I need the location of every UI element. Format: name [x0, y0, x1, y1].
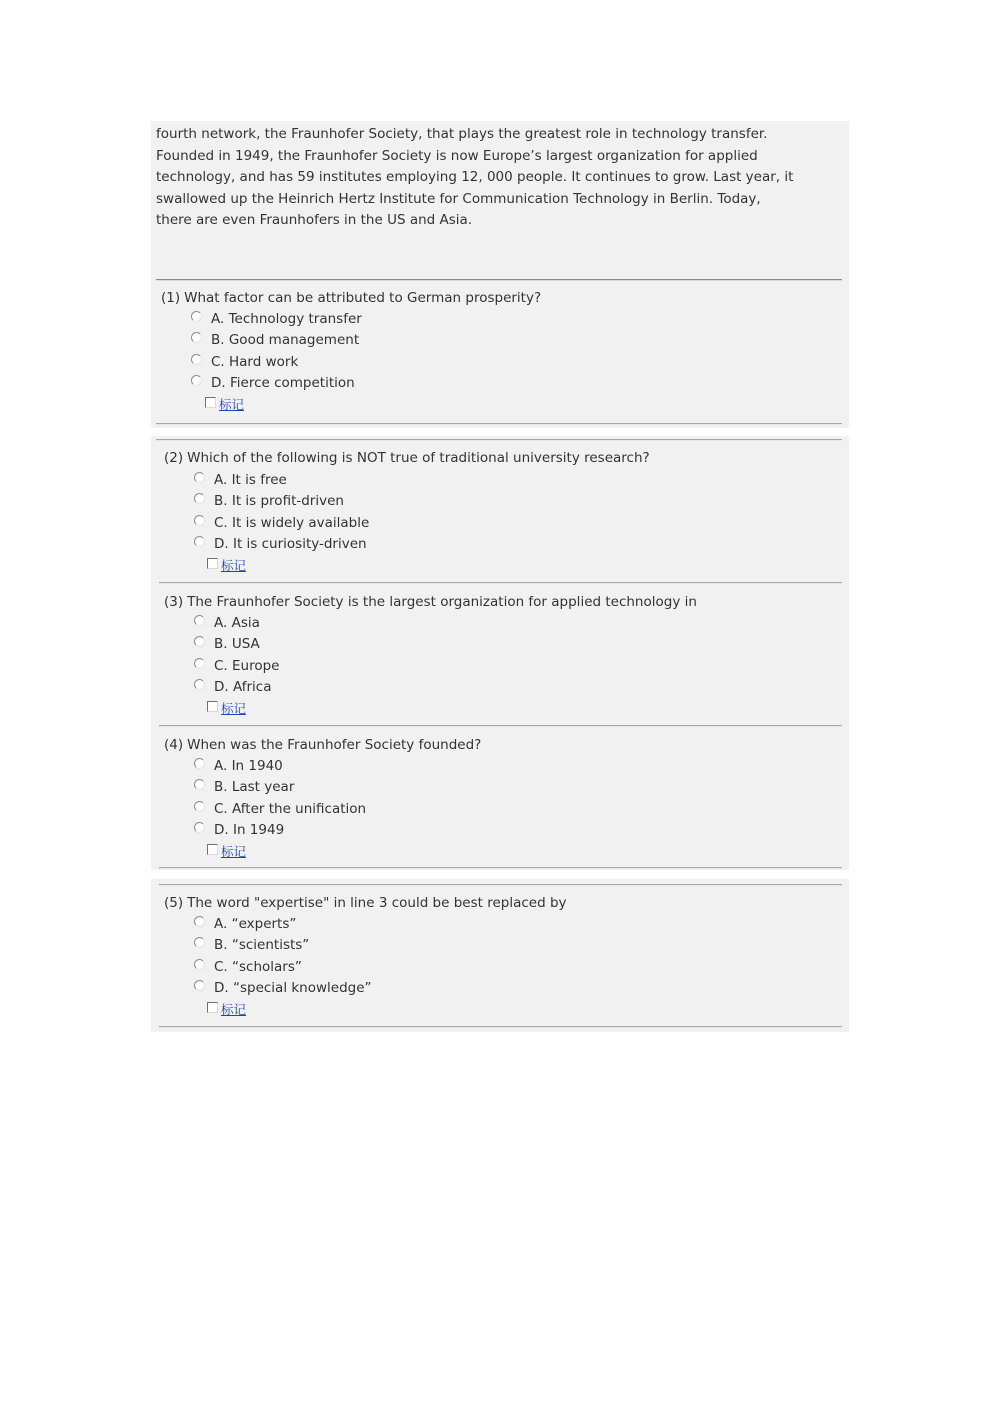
radio-button[interactable] — [194, 779, 205, 790]
radio-button[interactable] — [194, 937, 205, 948]
question-prompt: When was the Fraunhofer Society founded? — [187, 737, 482, 753]
divider — [156, 439, 842, 441]
mark-checkbox[interactable] — [205, 397, 216, 408]
radio-button[interactable] — [194, 658, 205, 669]
radio-button[interactable] — [194, 980, 205, 991]
question-text — [164, 448, 650, 468]
radio-button[interactable] — [194, 822, 205, 833]
question-text — [161, 288, 541, 308]
option-label: A. Asia — [214, 615, 260, 631]
divider — [156, 423, 842, 425]
divider — [159, 725, 842, 727]
question-number: (4) — [164, 737, 184, 753]
mark-checkbox[interactable] — [207, 844, 218, 855]
radio-button[interactable] — [194, 536, 205, 547]
passage-line: technology, and has 59 institutes employing 12, 000 people. It continues to grow. Last year, it — [156, 169, 794, 185]
radio-button[interactable] — [194, 679, 205, 690]
option-label: C. It is widely available — [214, 515, 370, 531]
option-label: B. USA — [214, 636, 260, 652]
option-label: B. “scientists” — [214, 937, 310, 953]
option-label: C. Europe — [214, 658, 280, 674]
radio-button[interactable] — [194, 959, 205, 970]
question-text — [164, 592, 697, 612]
question-number: (1) — [161, 290, 181, 306]
question-prompt: Which of the following is NOT true of traditional university research? — [187, 450, 650, 466]
mark-link[interactable]: 标记 — [219, 397, 245, 412]
divider — [159, 867, 842, 869]
option-label: D. Africa — [214, 679, 272, 695]
option-label: B. Last year — [214, 779, 295, 795]
option-label: C. Hard work — [211, 354, 299, 370]
radio-button[interactable] — [194, 636, 205, 647]
option-label: A. “experts” — [214, 916, 297, 932]
mark-link[interactable]: 标记 — [221, 701, 247, 716]
passage-line: swallowed up the Heinrich Hertz Institute for Communication Technology in Berlin. Today, — [156, 190, 761, 207]
option-label: A. In 1940 — [214, 758, 283, 774]
question-prompt: The word "expertise" in line 3 could be best replaced by — [187, 895, 567, 911]
divider — [156, 279, 842, 281]
passage-panel — [151, 121, 849, 428]
radio-button[interactable] — [194, 758, 205, 769]
divider — [159, 1026, 842, 1028]
mark-link[interactable]: 标记 — [221, 844, 247, 859]
option-label: B. Good management — [211, 332, 360, 348]
option-label: B. It is profit-driven — [214, 493, 344, 509]
mark-link[interactable]: 标记 — [221, 1002, 247, 1017]
mark-checkbox[interactable] — [207, 701, 218, 712]
radio-button[interactable] — [194, 615, 205, 626]
divider — [159, 884, 842, 886]
passage-line: fourth network, the Fraunhofer Society, that plays the greatest role in technology transfer. — [156, 126, 768, 142]
radio-button[interactable] — [191, 375, 202, 386]
questions-panel — [151, 436, 849, 870]
option-label: C. After the unification — [214, 801, 367, 817]
question-number: (5) — [164, 895, 184, 911]
option-label: C. “scholars” — [214, 959, 302, 975]
radio-button[interactable] — [194, 801, 205, 812]
divider — [159, 582, 842, 584]
option-label: D. “special knowledge” — [214, 980, 372, 996]
question-text — [164, 735, 481, 755]
reading-passage — [156, 124, 836, 232]
questions-panel — [151, 879, 849, 1032]
radio-button[interactable] — [191, 311, 202, 322]
mark-checkbox[interactable] — [207, 1002, 218, 1013]
question-prompt: The Fraunhofer Society is the largest organization for applied technology in — [187, 594, 697, 610]
radio-button[interactable] — [194, 493, 205, 504]
option-label: A. It is free — [214, 472, 287, 488]
radio-button[interactable] — [191, 332, 202, 343]
question-number: (3) — [164, 594, 184, 610]
radio-button[interactable] — [194, 472, 205, 483]
radio-button[interactable] — [194, 916, 205, 927]
option-label: D. It is curiosity-driven — [214, 536, 367, 552]
mark-link[interactable]: 标记 — [221, 558, 247, 573]
passage-line: there are even Fraunhofers in the US and Asia. — [156, 212, 473, 228]
radio-button[interactable] — [194, 515, 205, 526]
option-label: D. Fierce competition — [211, 375, 355, 391]
mark-checkbox[interactable] — [207, 558, 218, 569]
passage-line: Founded in 1949, the Fraunhofer Society is now Europe’s largest organization for applied — [156, 147, 758, 164]
question-prompt: What factor can be attributed to German prosperity? — [184, 290, 542, 306]
radio-button[interactable] — [191, 354, 202, 365]
option-label: A. Technology transfer — [211, 311, 362, 327]
option-label: D. In 1949 — [214, 822, 285, 838]
question-text — [164, 893, 567, 913]
question-number: (2) — [164, 450, 184, 466]
